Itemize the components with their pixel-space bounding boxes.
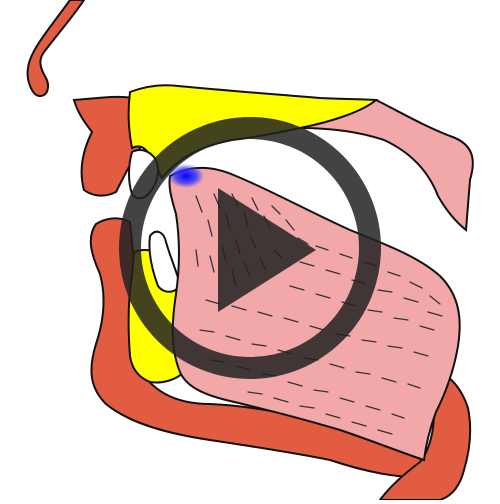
nose-outline <box>28 0 84 96</box>
